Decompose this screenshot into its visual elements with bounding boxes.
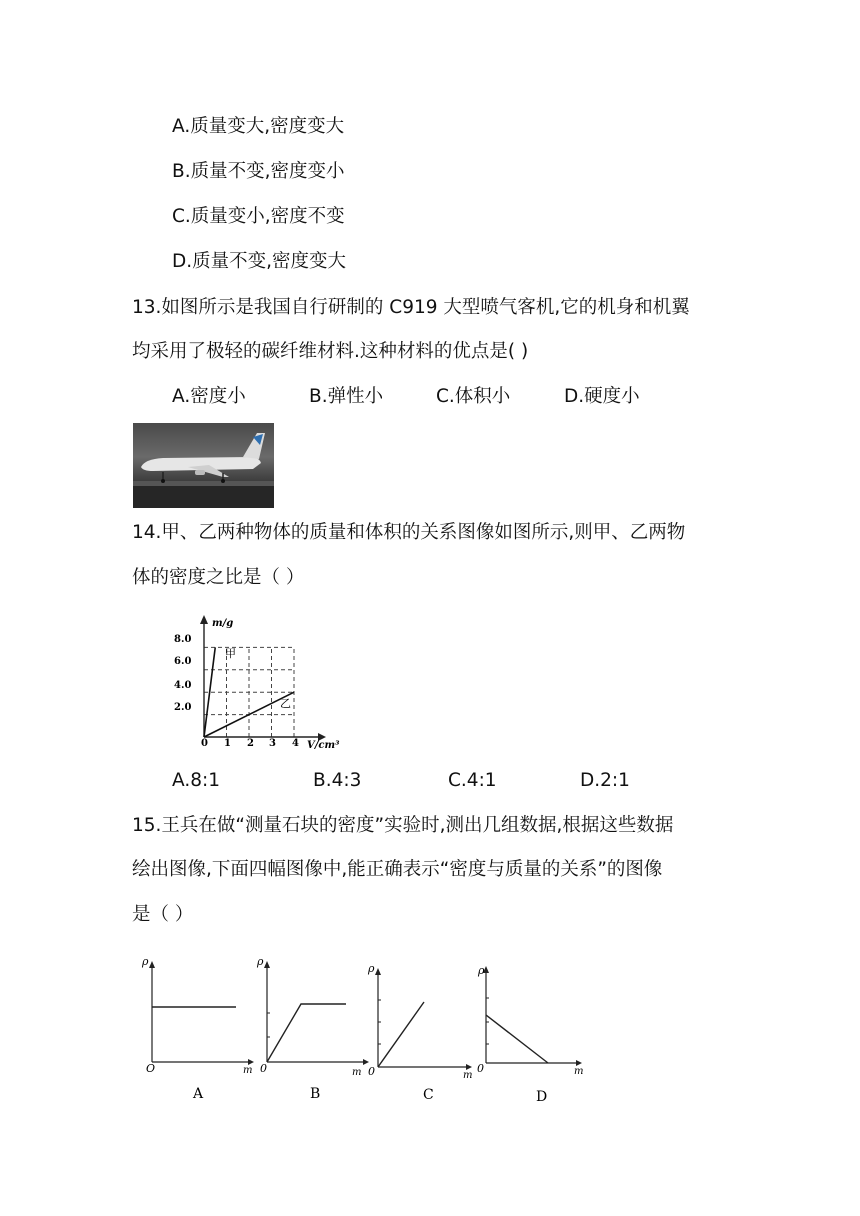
q14-xtick-label-4: 4 (292, 738, 299, 749)
q12-option-d: D.质量不变,密度变大 (172, 251, 347, 272)
q15-c-x-label: m (463, 1070, 473, 1081)
q14-stem-line2: 体的密度之比是（ ） (132, 567, 305, 588)
q15-a-caption: A (193, 1086, 204, 1102)
q14-ytick-label-4: 4.0 (174, 680, 192, 691)
q15-b-x-label: m (352, 1067, 362, 1078)
q14-series-jia-label: 甲 (225, 647, 236, 660)
airplane-photo (133, 423, 274, 508)
q15-b-density-line (267, 1004, 346, 1062)
q15-d-caption: D (536, 1089, 548, 1105)
q15-graph-a (140, 955, 258, 1105)
q15-b-caption: B (310, 1086, 321, 1102)
q13-option-a: A.密度小 (172, 386, 246, 407)
q14-stem-line1: 14.甲、乙两种物体的质量和体积的关系图像如图所示,则甲、乙两物 (132, 522, 686, 543)
q15-b-y-label: ρ (257, 955, 264, 968)
q15-d-density-line (486, 1015, 548, 1063)
q15-c-caption: C (423, 1087, 434, 1103)
q13-stem-line1: 13.如图所示是我国自行研制的 C919 大型喷气客机,它的机身和机翼 (132, 297, 690, 318)
q15-b-origin: 0 (260, 1062, 267, 1075)
q15-d-origin: 0 (477, 1062, 484, 1075)
q15-c-y-label: ρ (368, 962, 375, 975)
q14-xtick-label-1: 1 (224, 738, 231, 749)
q15-graph-b (255, 955, 373, 1105)
q12-option-b: B.质量不变,密度变小 (172, 161, 345, 182)
q15-a-y-label: ρ (142, 955, 149, 968)
q15-c-origin: 0 (368, 1065, 375, 1078)
q15-stem-line1: 15.王兵在做“测量石块的密度”实验时,测出几组数据,根据这些数据 (132, 815, 674, 836)
q14-ytick-label-8: 8.0 (174, 634, 192, 645)
q14-option-a: A.8:1 (172, 770, 220, 791)
q14-origin-label: 0 (201, 738, 208, 749)
q15-d-y-label: ρ (478, 964, 485, 977)
q14-x-axis-label: V/cm³ (307, 740, 340, 751)
q13-option-b: B.弹性小 (309, 386, 384, 407)
q14-y-axis-label: m/g (212, 618, 234, 629)
q15-a-origin: O (146, 1062, 156, 1075)
q14-ytick-label-2: 2.0 (174, 702, 192, 713)
q12-option-a: A.质量变大,密度变大 (172, 116, 345, 137)
q15-d-x-label: m (574, 1066, 584, 1077)
q14-option-c: C.4:1 (448, 770, 497, 791)
q14-mass-volume-graph (168, 612, 348, 754)
q15-graph-d (474, 960, 592, 1110)
q13-option-c: C.体积小 (436, 386, 511, 407)
q15-c-density-line (378, 1002, 424, 1067)
q14-xtick-label-3: 3 (269, 738, 276, 749)
q14-ytick-label-6: 6.0 (174, 656, 192, 667)
q13-stem-line2: 均采用了极轻的碳纤维材料.这种材料的优点是( ) (132, 341, 529, 362)
q13-option-d: D.硬度小 (564, 386, 640, 407)
q14-series-yi-label: 乙 (280, 697, 291, 710)
q15-graph-c (366, 960, 484, 1110)
q15-a-x-label: m (243, 1065, 253, 1076)
q14-option-b: B.4:3 (313, 770, 362, 791)
q15-stem-line2: 绘出图像,下面四幅图像中,能正确表示“密度与质量的关系”的图像 (132, 859, 663, 880)
q15-stem-line3: 是（ ） (132, 904, 194, 925)
q14-y-arrow (200, 615, 208, 624)
q14-option-d: D.2:1 (580, 770, 630, 791)
q12-option-c: C.质量变小,密度不变 (172, 206, 345, 227)
q14-xtick-label-2: 2 (247, 738, 254, 749)
